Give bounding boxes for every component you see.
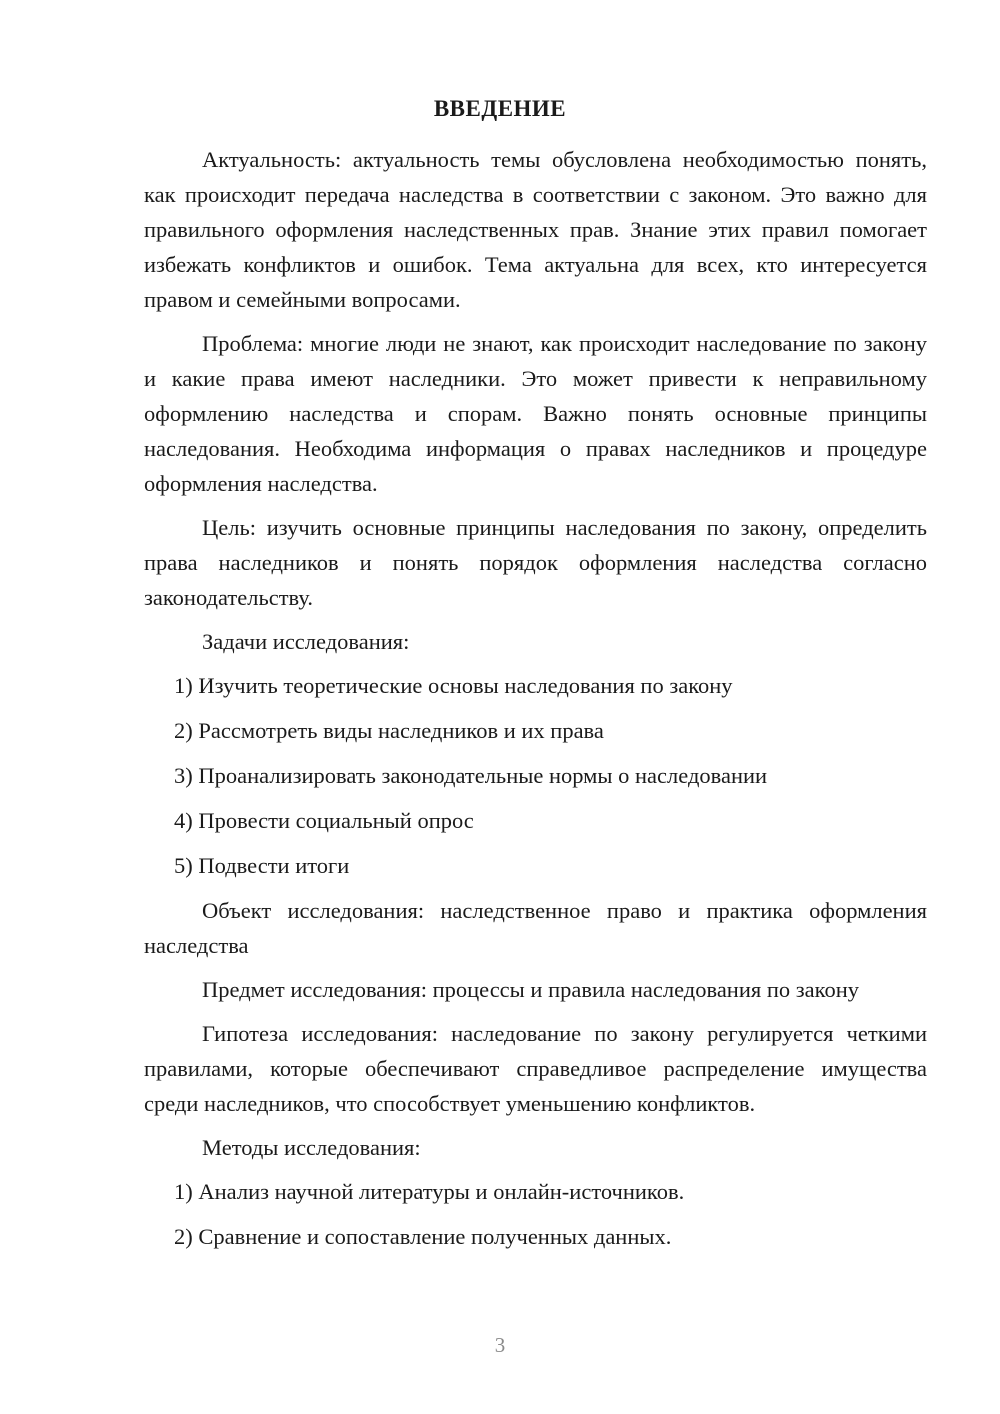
list-item-task-2: 2) Рассмотреть виды наследников и их права <box>174 718 604 743</box>
section-heading: ВВЕДЕНИЕ <box>433 96 567 121</box>
body-text <box>144 142 927 1264</box>
paragraph-problem: Проблема: многие люди не знают, как происходит наследование по закону и какие права имеют наследники. Это может привести к неправильному оформлению наследства и спорам. Важно понять основные принципы наследования. Необходима информация о правах наследников и процедуре оформления наследства. <box>144 331 927 496</box>
paragraph-hypothesis: Гипотеза исследования: наследование по закону регулируется четкими правилами, которые обеспечивают справедливое распределение имущества среди наследников, что способствует уменьшению конфликтов. <box>144 1021 927 1116</box>
list-item-method-1: 1) Анализ научной литературы и онлайн-источников. <box>174 1179 685 1204</box>
list-item-method-2: 2) Сравнение и сопоставление полученных данных. <box>174 1224 672 1249</box>
paragraph-goal: Цель: изучить основные принципы наследования по закону, определить права наследников и понять порядок оформления наследства согласно законодательству. <box>144 515 927 610</box>
list-item-task-1: 1) Изучить теоретические основы наследования по закону <box>174 673 733 698</box>
list-item-task-3: 3) Проанализировать законодательные нормы о наследовании <box>174 763 768 788</box>
list-item-task-4: 4) Провести социальный опрос <box>174 808 474 833</box>
page-number: 3 <box>494 1333 506 1357</box>
list-item-task-5: 5) Подвести итоги <box>174 853 350 878</box>
paragraph-subject: Предмет исследования: процессы и правила наследования по закону <box>202 977 859 1002</box>
paragraph-object: Объект исследования: наследственное право и практика оформления наследства <box>144 898 927 958</box>
paragraph-relevance: Актуальность: актуальность темы обусловлена необходимостью понять, как происходит передача наследства в соответствии с законом. Это важно для правильного оформления наследственных прав. Знание этих правил помогает избежать конфликтов и ошибок. Тема актуальна для всех, кто интересуется правом и семейными вопросами. <box>144 147 927 312</box>
paragraph-tasks-heading: Задачи исследования: <box>202 629 410 654</box>
paragraph-methods-heading: Методы исследования: <box>202 1135 421 1160</box>
